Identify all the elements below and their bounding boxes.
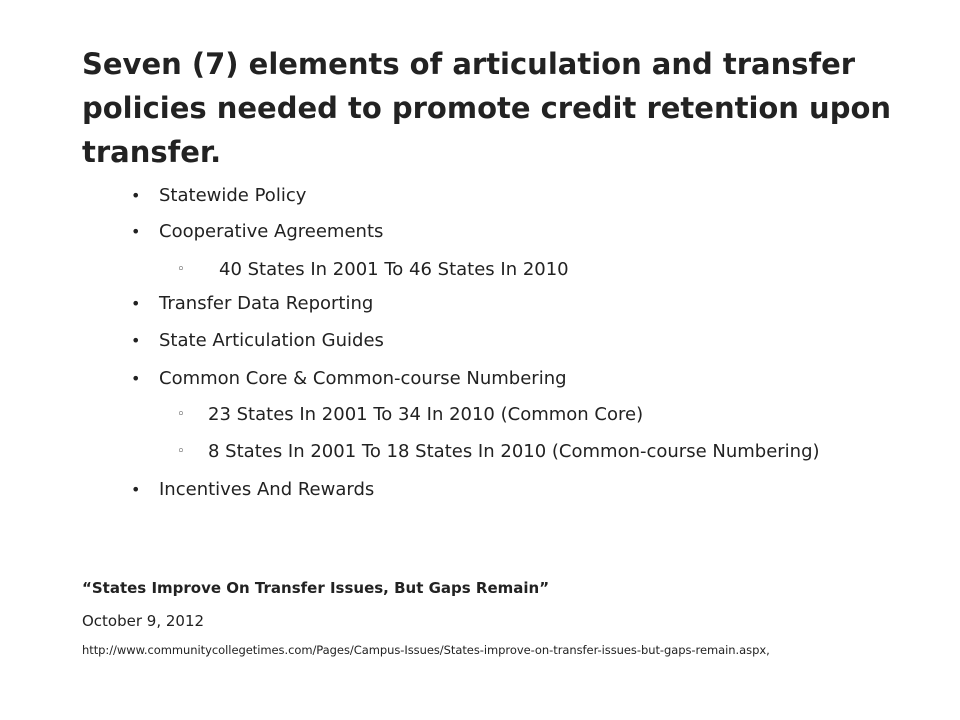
sub-bullet-text: 23 States In 2001 To 34 In 2010 (Common Core) [208,404,644,425]
bullet-icon: • [131,186,141,205]
bullet-text: State Articulation Guides [159,330,384,351]
bullet-text: Incentives And Rewards [159,479,375,500]
bullet-text: Common Core & Common-course Numbering [159,368,567,389]
bullet-text: Cooperative Agreements [159,221,384,242]
bullet-icon: • [131,222,141,241]
bullet-text: Statewide Policy [159,185,307,206]
sub-bullet-icon: ◦ [177,407,185,422]
source-url-link[interactable]: http://www.communitycollegetimes.com/Pages/Campus-Issues/States-improve-on-transfer-issues-but-gaps-remain.aspx, [82,643,770,657]
bullet-text: Transfer Data Reporting [159,293,374,314]
sub-bullet-text: 40 States In 2001 To 46 States In 2010 [219,259,569,280]
bullet-icon: • [131,480,141,499]
source-article-title: “States Improve On Transfer Issues, But Gaps Remain” [82,579,550,597]
sub-bullet-icon: ◦ [177,262,185,277]
slide-title: Seven (7) elements of articulation and transfer policies needed to promote credit retention upon transfer. [82,47,892,169]
bullet-icon: • [131,331,141,350]
sub-bullet-icon: ◦ [177,444,185,459]
bullet-icon: • [131,294,141,313]
bullet-icon: • [131,369,141,388]
sub-bullet-text: 8 States In 2001 To 18 States In 2010 (Common-course Numbering) [208,441,820,462]
source-date: October 9, 2012 [82,612,205,630]
